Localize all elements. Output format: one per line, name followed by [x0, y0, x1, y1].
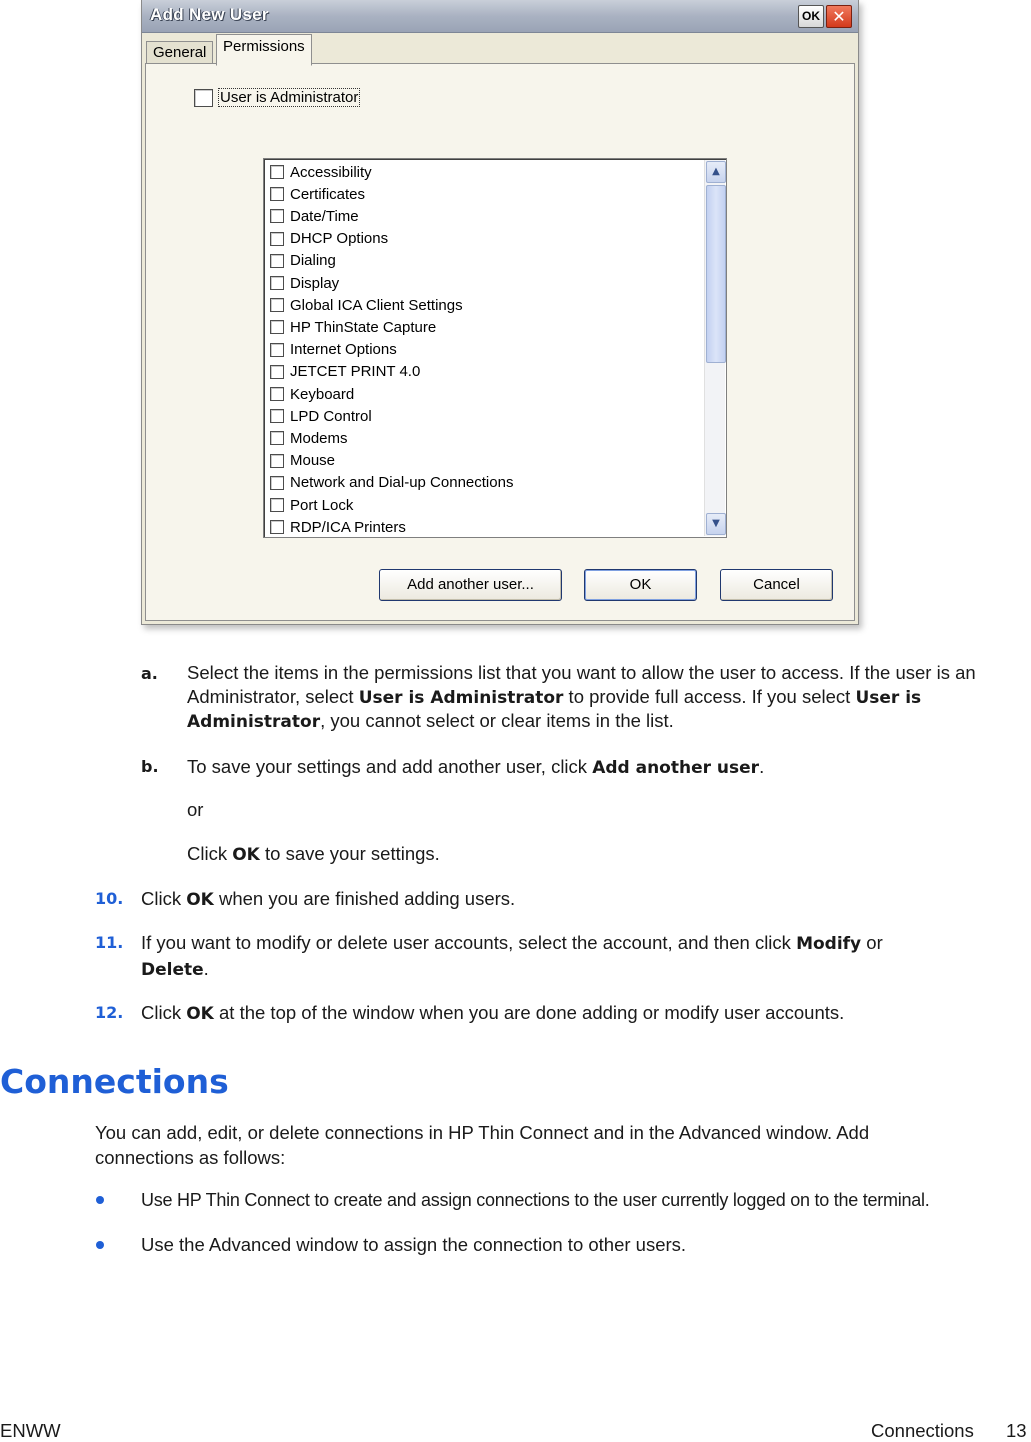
- section-intro-line-2: connections as follows:: [95, 1147, 286, 1168]
- permission-checkbox[interactable]: [270, 165, 284, 179]
- permission-checkbox[interactable]: [270, 431, 284, 445]
- add-another-user-button[interactable]: Add another user...: [379, 569, 562, 601]
- dialog-title: Add New User: [150, 5, 269, 24]
- permission-item[interactable]: [270, 450, 335, 472]
- permission-label: RDP/ICA Printers: [290, 518, 406, 536]
- permission-label: Port Lock: [290, 496, 354, 514]
- permission-item[interactable]: [270, 316, 436, 338]
- permission-label: Certificates: [290, 185, 366, 203]
- bullet-icon: [96, 1241, 104, 1249]
- section-heading: Connections: [0, 1062, 229, 1101]
- permission-label: Accessibility: [290, 163, 372, 181]
- permission-item[interactable]: [270, 361, 420, 383]
- permission-item[interactable]: [270, 516, 406, 538]
- permission-item[interactable]: [270, 250, 336, 272]
- permissions-panel: [145, 63, 855, 621]
- permission-item[interactable]: [270, 183, 365, 205]
- step-11-label: 11.: [95, 933, 124, 952]
- add-new-user-dialog: [141, 0, 859, 625]
- tab-permissions[interactable]: Permissions: [216, 34, 312, 66]
- permission-checkbox[interactable]: [270, 276, 284, 290]
- permission-label: Internet Options: [290, 341, 397, 359]
- step-a-line-1: Select the items in the permissions list that you want to allow the user to access. If the user is an: [187, 662, 976, 683]
- permission-label: LPD Control: [290, 407, 372, 425]
- permission-item[interactable]: [270, 383, 354, 405]
- permission-item[interactable]: [270, 494, 353, 516]
- permission-item[interactable]: [270, 405, 372, 427]
- step-b-click-ok: Click OK to save your settings.: [187, 843, 440, 865]
- permission-checkbox[interactable]: [270, 387, 284, 401]
- permission-item[interactable]: [270, 472, 513, 494]
- ok-button[interactable]: OK: [584, 569, 697, 601]
- permission-label: Display: [290, 274, 340, 292]
- step-11-line-2: Delete.: [141, 958, 209, 980]
- permission-checkbox[interactable]: [270, 298, 284, 312]
- step-a-line-3: Administrator, you cannot select or clear items in the list.: [187, 710, 674, 732]
- step-b-label: b.: [141, 757, 159, 776]
- permission-label: Global ICA Client Settings: [290, 296, 463, 314]
- permission-label: JETCET PRINT 4.0: [290, 363, 421, 381]
- permission-checkbox[interactable]: [270, 409, 284, 423]
- bullet-icon: [96, 1196, 104, 1204]
- scroll-up-icon[interactable]: ▲: [706, 161, 726, 183]
- section-intro-line-1: You can add, edit, or delete connections in HP Thin Connect and in the Advanced window. Add: [95, 1122, 870, 1143]
- list-scrollbar[interactable]: [704, 160, 725, 536]
- permission-checkbox[interactable]: [270, 498, 284, 512]
- step-10-text: Click OK when you are finished adding users.: [141, 888, 516, 910]
- bold-user-is-administrator: User is Administrator: [358, 688, 564, 708]
- permission-item[interactable]: [270, 294, 463, 316]
- admin-checkbox-row[interactable]: [194, 88, 360, 107]
- permission-checkbox[interactable]: [270, 520, 284, 534]
- scroll-thumb[interactable]: [706, 185, 726, 363]
- permission-checkbox[interactable]: [270, 209, 284, 223]
- permission-item[interactable]: [270, 205, 359, 227]
- step-10-label: 10.: [95, 889, 124, 908]
- permission-checkbox[interactable]: [270, 254, 284, 268]
- step-b-text: To save your settings and add another user, click Add another user.: [187, 756, 765, 778]
- permission-checkbox[interactable]: [270, 454, 284, 468]
- step-b-or: or: [187, 799, 204, 820]
- permission-label: HP ThinState Capture: [290, 318, 437, 336]
- cancel-button[interactable]: Cancel: [720, 569, 833, 601]
- step-11-line-1: If you want to modify or delete user accounts, select the account, and then click Modify or: [141, 932, 883, 954]
- close-icon[interactable]: ✕: [826, 5, 852, 28]
- permission-item[interactable]: [270, 272, 339, 294]
- step-a-line-2: Administrator, select User is Administrator to provide full access. If you select User is: [187, 686, 922, 708]
- permission-label: Modems: [290, 429, 348, 447]
- tab-general[interactable]: General: [146, 41, 213, 64]
- footer-section: Connections: [871, 1420, 974, 1441]
- step-12-label: 12.: [95, 1003, 124, 1022]
- scroll-down-icon[interactable]: ▼: [706, 513, 726, 535]
- permission-label: Keyboard: [290, 385, 355, 403]
- permission-checkbox[interactable]: [270, 476, 284, 490]
- step-12-text: Click OK at the top of the window when you are done adding or modify user accounts.: [141, 1002, 845, 1024]
- permission-checkbox[interactable]: [270, 365, 284, 379]
- dialog-titlebar: [142, 0, 858, 33]
- footer-left: ENWW: [0, 1420, 61, 1441]
- permission-label: Date/Time: [290, 207, 359, 225]
- permission-label: Network and Dial-up Connections: [290, 474, 514, 492]
- bullet-item: Use the Advanced window to assign the connection to other users.: [141, 1234, 687, 1255]
- permission-checkbox[interactable]: [270, 232, 284, 246]
- permission-item[interactable]: [270, 161, 372, 183]
- titlebar-ok-button[interactable]: OK: [798, 5, 824, 28]
- permission-checkbox[interactable]: [270, 320, 284, 334]
- permission-checkbox[interactable]: [270, 343, 284, 357]
- permission-item[interactable]: [270, 339, 397, 361]
- admin-checkbox-label[interactable]: User is Administrator: [220, 89, 359, 106]
- permission-item[interactable]: [270, 427, 348, 449]
- permission-item[interactable]: [270, 228, 388, 250]
- admin-checkbox[interactable]: [194, 89, 213, 107]
- permission-label: DHCP Options: [290, 230, 389, 248]
- page-number: 13: [1006, 1420, 1027, 1441]
- permission-checkbox[interactable]: [270, 187, 284, 201]
- permission-label: Dialing: [290, 252, 336, 270]
- bullet-item: Use HP Thin Connect to create and assign connections to the user currently logged on to the terminal.: [141, 1190, 930, 1210]
- permissions-list[interactable]: [263, 158, 727, 538]
- step-a-label: a.: [141, 664, 158, 683]
- permission-label: Mouse: [290, 452, 336, 470]
